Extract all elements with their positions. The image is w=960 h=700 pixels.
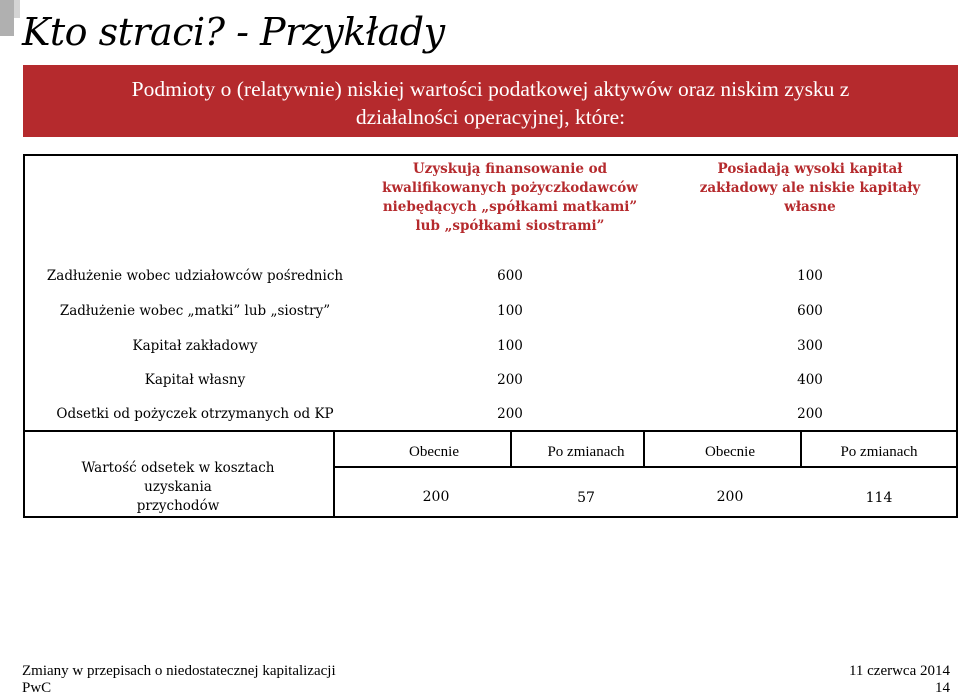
- column-header-line: kwalifikowanych pożyczkodawców: [382, 180, 638, 196]
- footer-company: PwC: [22, 680, 52, 696]
- subheader-current: Obecnie: [705, 444, 755, 460]
- footer-topic: Zmiany w przepisach o niedostatecznej kapitalizacji: [22, 663, 336, 679]
- column-header-financing: [355, 160, 665, 236]
- interest-cost-label-line: przychodów: [136, 498, 220, 514]
- interest-cost-label: [48, 459, 308, 516]
- footer-date: 11 czerwca 2014: [848, 663, 950, 679]
- section-divider: [23, 430, 958, 432]
- row-value-capital: 600: [797, 303, 823, 319]
- column-header-line: niebędących „spółkami matkami”: [382, 199, 638, 215]
- row-value-financing: 100: [497, 303, 523, 319]
- row-value-capital: 400: [797, 372, 823, 388]
- banner-line-1: Podmioty o (relatywnie) niskiej wartości podatkowej aktywów oraz niskim zysku z: [131, 77, 850, 101]
- interest-cost-label-line: Wartość odsetek w kosztach uzyskania: [81, 460, 275, 495]
- row-value-capital: 200: [797, 406, 823, 422]
- subheader-after-change: Po zmianach: [840, 444, 918, 460]
- row-value-capital: 100: [797, 268, 823, 284]
- slide-title: Kto straci? - Przykłady: [22, 10, 445, 54]
- subheader-current: Obecnie: [409, 444, 459, 460]
- column-header-line: Uzyskują finansowanie od: [412, 161, 608, 177]
- row-label-equity: Kapitał własny: [144, 372, 246, 388]
- intro-banner: [23, 65, 958, 137]
- row-value-financing: 200: [497, 372, 523, 388]
- banner-line-2: działalności operacyjnej, które:: [355, 105, 626, 129]
- column-header-line: lub „spółkami siostrami”: [415, 218, 605, 234]
- column-divider: [800, 430, 802, 466]
- corner-decoration-secondary: [14, 0, 20, 18]
- footer-page-number: 14: [935, 680, 950, 696]
- interest-value: 114: [865, 490, 893, 506]
- column-header-line: zakładowy ale niskie kapitały: [699, 180, 921, 196]
- row-value-financing: 600: [497, 268, 523, 284]
- column-divider: [510, 430, 512, 466]
- interest-value: 57: [577, 490, 595, 506]
- column-header-line: własne: [784, 199, 836, 215]
- corner-decoration: [0, 0, 14, 36]
- row-value-financing: 200: [497, 406, 523, 422]
- column-divider: [333, 430, 335, 518]
- row-value-financing: 100: [497, 338, 523, 354]
- row-label-share-capital: Kapitał zakładowy: [132, 338, 258, 354]
- row-value-capital: 300: [797, 338, 823, 354]
- interest-value: 200: [422, 489, 450, 505]
- subheader-after-change: Po zmianach: [547, 444, 625, 460]
- interest-value: 200: [716, 489, 744, 505]
- column-header-capital: [660, 160, 960, 217]
- subheader-divider: [333, 466, 958, 468]
- column-header-line: Posiadają wysoki kapitał: [717, 161, 903, 177]
- row-label-parent-debt: Zadłużenie wobec „matki” lub „siostry”: [59, 303, 331, 319]
- row-label-interest: Odsetki od pożyczek otrzymanych od KP: [56, 406, 334, 422]
- row-label-indirect-debt: Zadłużenie wobec udziałowców pośrednich: [46, 268, 344, 284]
